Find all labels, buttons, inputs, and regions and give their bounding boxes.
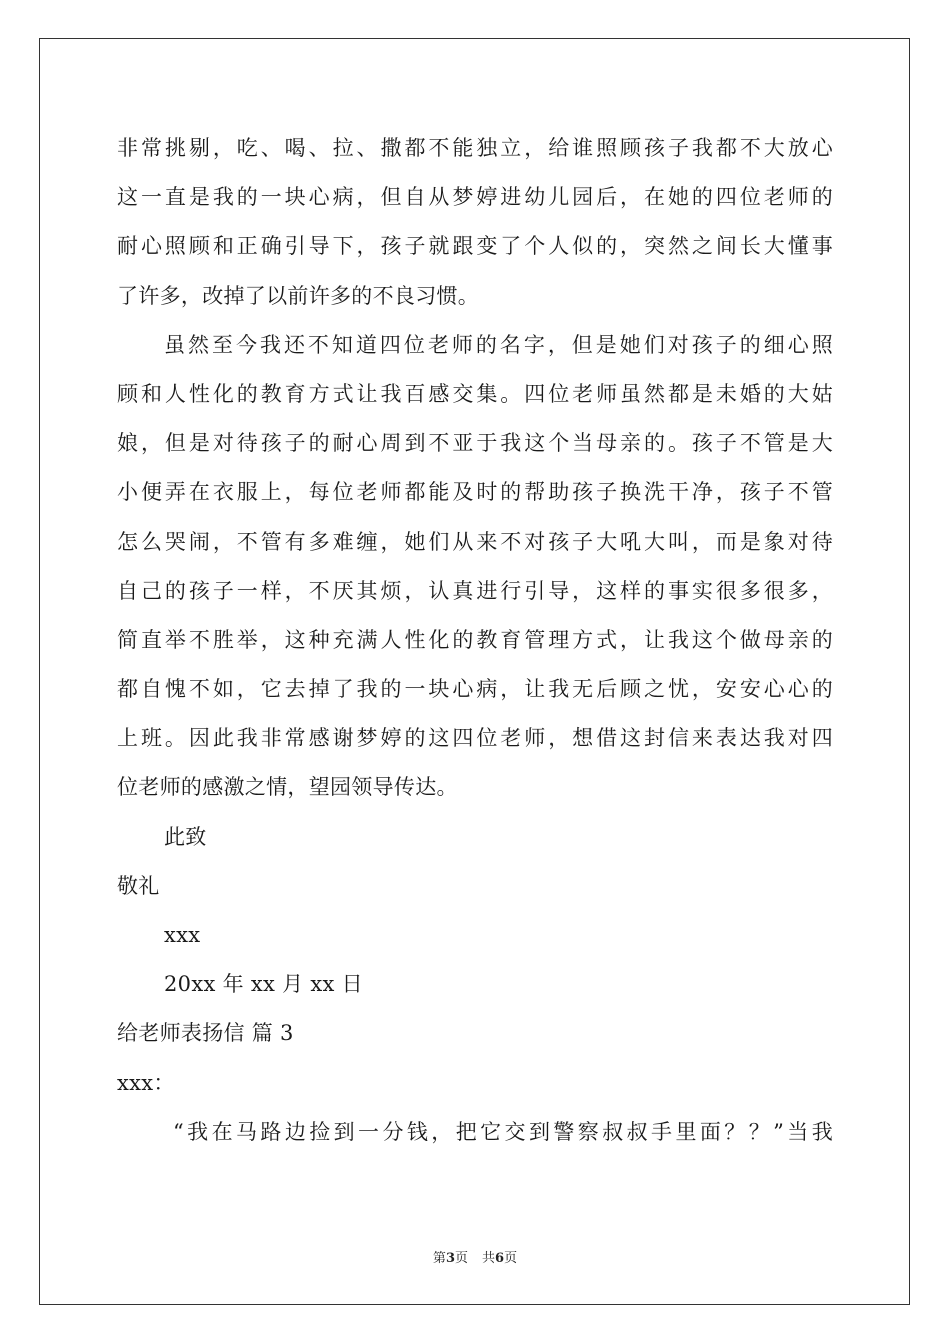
paragraph-line: 这一直是我的一块心病，但自从梦婷进幼儿园后，在她的四位老师的 [117, 185, 833, 210]
paragraph-line: 虽然至今我还不知道四位老师的名字，但是她们对孩子的细心照 [164, 332, 833, 357]
signature-name: xxx [164, 923, 201, 947]
paragraph-line: 上班。因此我非常感谢梦婷的这四位老师，想借这封信来表达我对四 [117, 726, 833, 751]
paragraph-line: 位老师的感激之情，望园领导传达。 [117, 775, 458, 800]
page-footer [0, 1247, 950, 1266]
paragraph-line: 耐心照顾和正确引导下，孩子就跟变了个人似的，突然之间长大懂事 [117, 234, 833, 259]
page-current: 3 [445, 1251, 455, 1266]
paragraph-line: 怎么哭闹，不管有多难缠，她们从来不对孩子大吼大叫，而是象对待 [117, 529, 833, 554]
total-label-suffix: 页 [504, 1251, 518, 1266]
paragraph-line: 顾和人性化的教育方式让我百感交集。四位老师虽然都是未婚的大姑 [117, 381, 833, 406]
paragraph-line: 非常挑剔，吃、喝、拉、撒都不能独立，给谁照顾孩子我都不大放心 [117, 136, 833, 160]
paragraph-line: 娘，但是对待孩子的耐心周到不亚于我这个当母亲的。孩子不管是大 [117, 431, 833, 456]
closing-salutation: 此致 [164, 824, 207, 849]
page-label-prefix: 第 [432, 1251, 446, 1266]
paragraph-line: 自己的孩子一样，不厌其烦，认真进行引导，这样的事实很多很多， [117, 578, 833, 603]
paragraph-line: 了许多，改掉了以前许多的不良习惯。 [117, 283, 480, 308]
section-heading: 给老师表扬信 篇 3 [117, 1021, 294, 1046]
closing-respect: 敬礼 [117, 873, 160, 898]
paragraph-line: 简直举不胜举，这种充满人性化的教育管理方式，让我这个做母亲的 [117, 627, 833, 652]
signature-date: 20xx 年 xx 月 xx 日 [164, 972, 363, 997]
paragraph-line: “我在马路边捡到一分钱，把它交到警察叔叔手里面？？”当我 [173, 1119, 833, 1144]
page-total: 6 [495, 1251, 505, 1266]
paragraph-line: 都自愧不如，它去掉了我的一块心病，让我无后顾之忧，安安心心的 [117, 677, 833, 702]
page-label-suffix: 页 [454, 1251, 468, 1266]
letter-greeting: xxx： [117, 1070, 175, 1095]
total-label-prefix: 共 [482, 1251, 496, 1266]
paragraph-line: 小便弄在衣服上，每位老师都能及时的帮助孩子换洗干净，孩子不管 [117, 480, 833, 505]
document-body [117, 124, 833, 1157]
